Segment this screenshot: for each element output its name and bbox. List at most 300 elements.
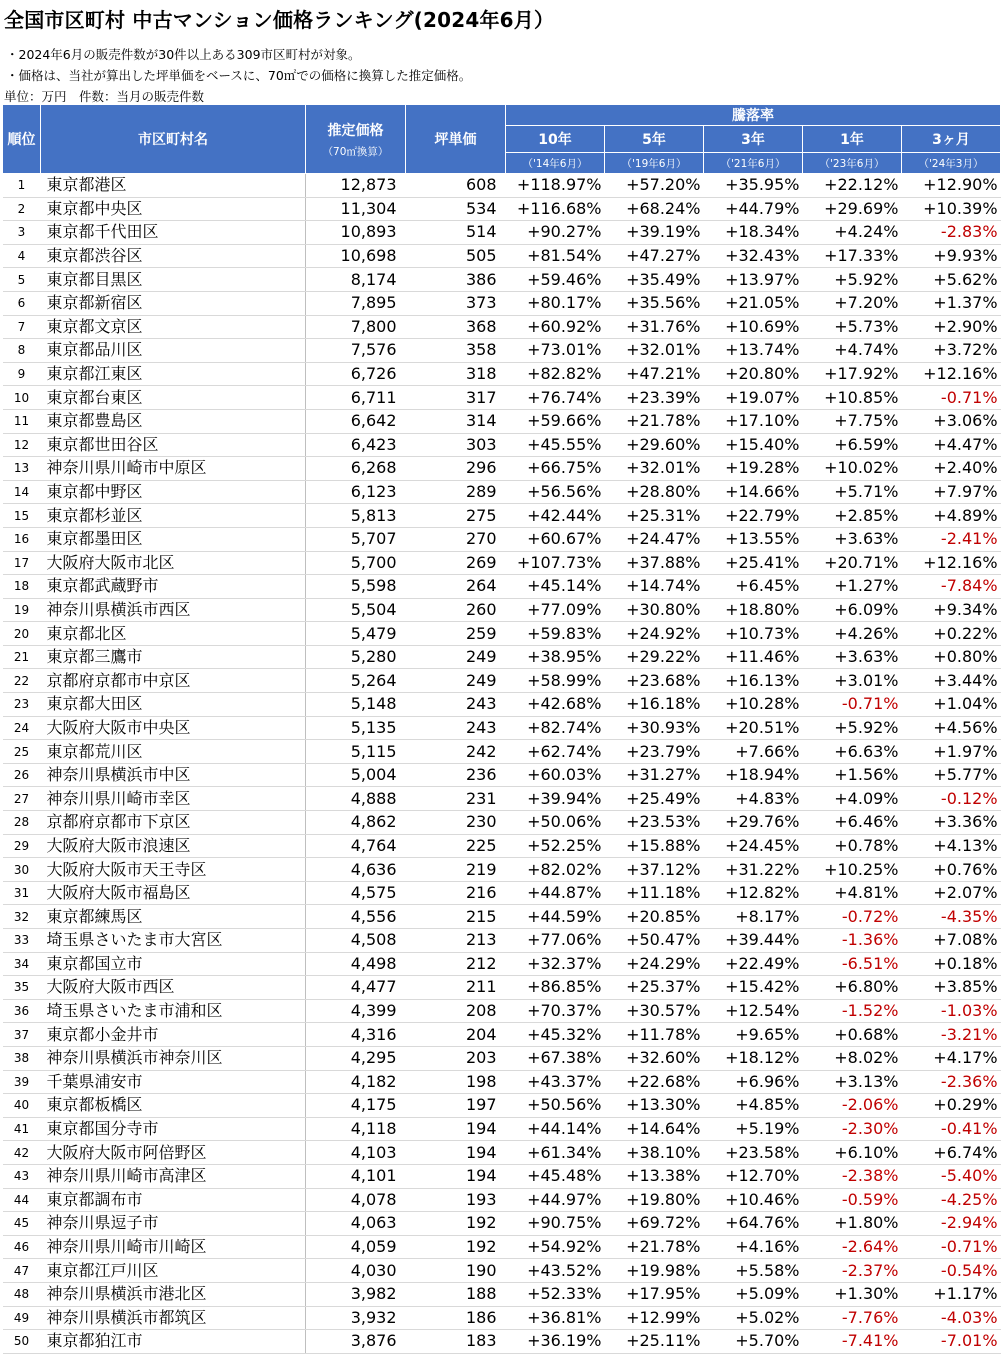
- row-price: 5,280: [306, 645, 406, 669]
- row-change-10y: +80.17%: [506, 291, 605, 315]
- row-change-10y: +77.09%: [506, 598, 605, 622]
- table-row: [3, 339, 1001, 363]
- row-tsubo: 296: [406, 457, 506, 481]
- note-price-method: ・価格は、当社が算出した坪単価をベースに、70㎡での価格に換算した推定価格。: [6, 68, 472, 83]
- row-change-5y: +13.30%: [605, 1094, 704, 1118]
- row-name: 東京都渋谷区: [41, 244, 306, 268]
- row-change-1y: +6.80%: [803, 976, 902, 1000]
- row-change-5y: +23.39%: [605, 386, 704, 410]
- table-row: [3, 197, 1001, 221]
- row-name: 東京都新宿区: [41, 291, 306, 315]
- table-row: [3, 787, 1001, 811]
- row-tsubo: 208: [406, 999, 506, 1023]
- row-rank: 49: [3, 1306, 41, 1330]
- row-change-3y: +5.70%: [704, 1330, 803, 1354]
- row-change-10y: +50.56%: [506, 1094, 605, 1118]
- row-change-5y: +37.88%: [605, 551, 704, 575]
- row-name: 大阪府大阪市浪速区: [41, 834, 306, 858]
- row-change-3y: +17.10%: [704, 409, 803, 433]
- row-change-1y: +5.71%: [803, 480, 902, 504]
- row-change-3m: +2.90%: [902, 315, 1001, 339]
- row-change-3m: -4.03%: [902, 1306, 1001, 1330]
- row-rank: 40: [3, 1094, 41, 1118]
- row-tsubo: 194: [406, 1141, 506, 1165]
- row-name: 東京都豊島区: [41, 409, 306, 433]
- row-price: 4,118: [306, 1117, 406, 1141]
- table-body: [3, 174, 1001, 1354]
- row-change-3m: +4.13%: [902, 834, 1001, 858]
- table-row: [3, 952, 1001, 976]
- table-row: [3, 244, 1001, 268]
- row-change-5y: +47.27%: [605, 244, 704, 268]
- row-rank: 31: [3, 881, 41, 905]
- row-change-10y: +44.87%: [506, 881, 605, 905]
- row-name: 大阪府大阪市北区: [41, 551, 306, 575]
- row-price: 5,813: [306, 504, 406, 528]
- row-change-10y: +76.74%: [506, 386, 605, 410]
- row-change-1y: +4.26%: [803, 622, 902, 646]
- header-period-3m: 3ヶ月: [902, 126, 1001, 153]
- row-tsubo: 303: [406, 433, 506, 457]
- row-tsubo: 188: [406, 1282, 506, 1306]
- row-tsubo: 190: [406, 1259, 506, 1283]
- row-change-10y: +36.19%: [506, 1330, 605, 1354]
- row-rank: 23: [3, 693, 41, 717]
- row-price: 5,479: [306, 622, 406, 646]
- table-row: [3, 362, 1001, 386]
- row-change-3y: +18.94%: [704, 763, 803, 787]
- row-change-3m: +0.18%: [902, 952, 1001, 976]
- row-change-3y: +29.76%: [704, 811, 803, 835]
- row-change-1y: +6.59%: [803, 433, 902, 457]
- row-change-5y: +11.78%: [605, 1023, 704, 1047]
- row-change-5y: +47.21%: [605, 362, 704, 386]
- row-price: 4,030: [306, 1259, 406, 1283]
- row-rank: 36: [3, 999, 41, 1023]
- row-change-10y: +56.56%: [506, 480, 605, 504]
- row-change-3y: +22.79%: [704, 504, 803, 528]
- row-change-1y: -2.30%: [803, 1117, 902, 1141]
- table-row: [3, 976, 1001, 1000]
- row-price: 3,982: [306, 1282, 406, 1306]
- row-change-3m: -5.40%: [902, 1164, 1001, 1188]
- row-tsubo: 260: [406, 598, 506, 622]
- row-change-10y: +45.32%: [506, 1023, 605, 1047]
- table-row: [3, 409, 1001, 433]
- row-tsubo: 243: [406, 716, 506, 740]
- row-change-1y: -0.72%: [803, 905, 902, 929]
- row-change-3y: +10.46%: [704, 1188, 803, 1212]
- row-change-10y: +52.33%: [506, 1282, 605, 1306]
- row-change-3y: +10.73%: [704, 622, 803, 646]
- row-change-3m: -0.54%: [902, 1259, 1001, 1283]
- row-change-3m: +0.80%: [902, 645, 1001, 669]
- table-row: [3, 693, 1001, 717]
- row-change-1y: +4.24%: [803, 221, 902, 245]
- row-change-3m: -0.41%: [902, 1117, 1001, 1141]
- row-name: 大阪府大阪市中央区: [41, 716, 306, 740]
- row-change-1y: +3.63%: [803, 527, 902, 551]
- row-price: 4,764: [306, 834, 406, 858]
- table-row: [3, 1046, 1001, 1070]
- row-price: 4,103: [306, 1141, 406, 1165]
- row-change-3m: +10.39%: [902, 197, 1001, 221]
- table-row: [3, 645, 1001, 669]
- row-price: 4,182: [306, 1070, 406, 1094]
- row-change-1y: +5.92%: [803, 268, 902, 292]
- row-change-10y: +44.14%: [506, 1117, 605, 1141]
- row-change-1y: +6.09%: [803, 598, 902, 622]
- table-row: [3, 457, 1001, 481]
- row-change-3m: -4.25%: [902, 1188, 1001, 1212]
- row-name: 東京都港区: [41, 174, 306, 198]
- row-price: 5,004: [306, 763, 406, 787]
- row-change-10y: +116.68%: [506, 197, 605, 221]
- row-rank: 4: [3, 244, 41, 268]
- table-row: [3, 622, 1001, 646]
- table-row: [3, 386, 1001, 410]
- table-row: [3, 221, 1001, 245]
- row-change-5y: +35.56%: [605, 291, 704, 315]
- note-units: 単位：万円 件数：当月の販売件数: [4, 89, 205, 104]
- row-change-1y: +20.71%: [803, 551, 902, 575]
- row-change-3m: +4.47%: [902, 433, 1001, 457]
- row-tsubo: 269: [406, 551, 506, 575]
- row-price: 6,711: [306, 386, 406, 410]
- row-change-3y: +31.22%: [704, 858, 803, 882]
- row-rank: 27: [3, 787, 41, 811]
- row-change-10y: +45.48%: [506, 1164, 605, 1188]
- row-tsubo: 259: [406, 622, 506, 646]
- row-name: 東京都武蔵野市: [41, 575, 306, 599]
- row-price: 5,707: [306, 527, 406, 551]
- row-change-3m: +9.34%: [902, 598, 1001, 622]
- row-rank: 37: [3, 1023, 41, 1047]
- row-price: 5,700: [306, 551, 406, 575]
- row-change-1y: +22.12%: [803, 174, 902, 198]
- row-change-10y: +90.27%: [506, 221, 605, 245]
- row-rank: 18: [3, 575, 41, 599]
- row-change-5y: +20.85%: [605, 905, 704, 929]
- row-change-1y: +29.69%: [803, 197, 902, 221]
- row-change-1y: +4.74%: [803, 339, 902, 363]
- row-change-1y: +17.33%: [803, 244, 902, 268]
- row-change-5y: +25.37%: [605, 976, 704, 1000]
- row-price: 4,556: [306, 905, 406, 929]
- row-tsubo: 249: [406, 645, 506, 669]
- row-change-3y: +13.55%: [704, 527, 803, 551]
- row-change-3y: +19.07%: [704, 386, 803, 410]
- row-price: 5,135: [306, 716, 406, 740]
- row-name: 東京都三鷹市: [41, 645, 306, 669]
- row-change-3y: +19.28%: [704, 457, 803, 481]
- row-change-1y: +7.20%: [803, 291, 902, 315]
- table-row: [3, 1094, 1001, 1118]
- table-row: [3, 905, 1001, 929]
- row-change-3m: +9.93%: [902, 244, 1001, 268]
- row-price: 7,576: [306, 339, 406, 363]
- row-change-10y: +77.06%: [506, 929, 605, 953]
- row-change-5y: +19.80%: [605, 1188, 704, 1212]
- row-tsubo: 211: [406, 976, 506, 1000]
- row-change-1y: -0.71%: [803, 693, 902, 717]
- row-name: 東京都中野区: [41, 480, 306, 504]
- row-price: 5,598: [306, 575, 406, 599]
- row-change-3y: +21.05%: [704, 291, 803, 315]
- row-change-5y: +19.98%: [605, 1259, 704, 1283]
- row-name: 神奈川県逗子市: [41, 1212, 306, 1236]
- row-change-10y: +52.25%: [506, 834, 605, 858]
- table-row: [3, 174, 1001, 198]
- row-price: 4,078: [306, 1188, 406, 1212]
- row-name: 京都府京都市下京区: [41, 811, 306, 835]
- row-name: 東京都杉並区: [41, 504, 306, 528]
- row-change-10y: +43.52%: [506, 1259, 605, 1283]
- row-change-1y: +4.81%: [803, 881, 902, 905]
- row-price: 4,101: [306, 1164, 406, 1188]
- row-change-3y: +44.79%: [704, 197, 803, 221]
- row-change-10y: +82.02%: [506, 858, 605, 882]
- row-tsubo: 215: [406, 905, 506, 929]
- table-row: [3, 1235, 1001, 1259]
- row-change-10y: +50.06%: [506, 811, 605, 835]
- row-change-5y: +39.19%: [605, 221, 704, 245]
- ranking-table: [2, 104, 1001, 1354]
- row-change-3y: +9.65%: [704, 1023, 803, 1047]
- row-rank: 45: [3, 1212, 41, 1236]
- row-name: 東京都調布市: [41, 1188, 306, 1212]
- row-name: 埼玉県さいたま市大宮区: [41, 929, 306, 953]
- row-change-5y: +50.47%: [605, 929, 704, 953]
- row-price: 3,876: [306, 1330, 406, 1354]
- row-tsubo: 243: [406, 693, 506, 717]
- header-period-10y-date: （'14年6月）: [506, 153, 605, 174]
- row-name: 大阪府大阪市福島区: [41, 881, 306, 905]
- row-change-5y: +30.80%: [605, 598, 704, 622]
- row-change-10y: +32.37%: [506, 952, 605, 976]
- table-row: [3, 1330, 1001, 1354]
- row-change-5y: +17.95%: [605, 1282, 704, 1306]
- row-change-10y: +45.55%: [506, 433, 605, 457]
- page-title: 全国市区町村 中古マンション価格ランキング(2024年6月）: [4, 8, 555, 32]
- row-change-5y: +38.10%: [605, 1141, 704, 1165]
- row-change-5y: +15.88%: [605, 834, 704, 858]
- row-change-5y: +14.74%: [605, 575, 704, 599]
- row-change-1y: +8.02%: [803, 1046, 902, 1070]
- row-name: 大阪府大阪市西区: [41, 976, 306, 1000]
- table-row: [3, 763, 1001, 787]
- row-change-10y: +45.14%: [506, 575, 605, 599]
- row-change-3y: +11.46%: [704, 645, 803, 669]
- row-change-3m: +1.04%: [902, 693, 1001, 717]
- table-row: [3, 527, 1001, 551]
- table-row: [3, 433, 1001, 457]
- row-name: 東京都墨田区: [41, 527, 306, 551]
- row-rank: 46: [3, 1235, 41, 1259]
- row-change-5y: +69.72%: [605, 1212, 704, 1236]
- header-price: [306, 105, 406, 174]
- table-row: [3, 480, 1001, 504]
- row-name: 東京都江東区: [41, 362, 306, 386]
- table-row: [3, 740, 1001, 764]
- row-change-1y: +1.30%: [803, 1282, 902, 1306]
- row-price: 4,498: [306, 952, 406, 976]
- row-change-5y: +25.31%: [605, 504, 704, 528]
- row-change-5y: +29.22%: [605, 645, 704, 669]
- row-change-3m: +4.56%: [902, 716, 1001, 740]
- table-row: [3, 716, 1001, 740]
- row-name: 神奈川県川崎市高津区: [41, 1164, 306, 1188]
- row-change-3m: +12.16%: [902, 551, 1001, 575]
- table-row: [3, 598, 1001, 622]
- row-change-10y: +61.34%: [506, 1141, 605, 1165]
- row-change-1y: +5.92%: [803, 716, 902, 740]
- row-tsubo: 212: [406, 952, 506, 976]
- row-price: 5,148: [306, 693, 406, 717]
- row-change-5y: +31.27%: [605, 763, 704, 787]
- row-change-5y: +23.53%: [605, 811, 704, 835]
- table-row: [3, 1070, 1001, 1094]
- row-name: 埼玉県さいたま市浦和区: [41, 999, 306, 1023]
- header-period-3m-date: （'24年3月）: [902, 153, 1001, 174]
- row-change-5y: +24.47%: [605, 527, 704, 551]
- row-name: 神奈川県横浜市都筑区: [41, 1306, 306, 1330]
- row-change-5y: +32.01%: [605, 339, 704, 363]
- header-rate: 騰落率: [506, 105, 1001, 126]
- header-period-3y-date: （'21年6月）: [704, 153, 803, 174]
- row-change-3m: +1.17%: [902, 1282, 1001, 1306]
- row-tsubo: 219: [406, 858, 506, 882]
- row-change-1y: -1.36%: [803, 929, 902, 953]
- row-change-3m: +12.90%: [902, 174, 1001, 198]
- row-change-1y: -2.06%: [803, 1094, 902, 1118]
- row-rank: 8: [3, 339, 41, 363]
- row-change-1y: +5.73%: [803, 315, 902, 339]
- row-change-5y: +11.18%: [605, 881, 704, 905]
- row-tsubo: 386: [406, 268, 506, 292]
- row-rank: 50: [3, 1330, 41, 1354]
- row-name: 東京都中央区: [41, 197, 306, 221]
- row-rank: 48: [3, 1282, 41, 1306]
- table-row: [3, 1164, 1001, 1188]
- row-change-1y: -7.41%: [803, 1330, 902, 1354]
- row-change-1y: -1.52%: [803, 999, 902, 1023]
- row-change-1y: +0.78%: [803, 834, 902, 858]
- row-change-1y: -2.38%: [803, 1164, 902, 1188]
- row-change-10y: +58.99%: [506, 669, 605, 693]
- row-change-5y: +68.24%: [605, 197, 704, 221]
- row-name: 東京都荒川区: [41, 740, 306, 764]
- row-change-3m: +3.36%: [902, 811, 1001, 835]
- row-rank: 11: [3, 409, 41, 433]
- row-tsubo: 192: [406, 1235, 506, 1259]
- row-rank: 2: [3, 197, 41, 221]
- table-row: [3, 1306, 1001, 1330]
- row-rank: 15: [3, 504, 41, 528]
- row-name: 東京都文京区: [41, 315, 306, 339]
- row-change-10y: +82.82%: [506, 362, 605, 386]
- row-change-3m: +2.40%: [902, 457, 1001, 481]
- row-name: 東京都大田区: [41, 693, 306, 717]
- row-change-3m: +4.17%: [902, 1046, 1001, 1070]
- header-price-label: 推定価格: [327, 122, 384, 139]
- row-change-3y: +35.95%: [704, 174, 803, 198]
- row-change-3y: +16.13%: [704, 669, 803, 693]
- row-tsubo: 231: [406, 787, 506, 811]
- row-change-10y: +107.73%: [506, 551, 605, 575]
- row-tsubo: 203: [406, 1046, 506, 1070]
- row-tsubo: 275: [406, 504, 506, 528]
- row-change-3y: +4.85%: [704, 1094, 803, 1118]
- row-price: 10,698: [306, 244, 406, 268]
- row-change-3y: +32.43%: [704, 244, 803, 268]
- row-change-3m: -2.83%: [902, 221, 1001, 245]
- row-change-3y: +12.54%: [704, 999, 803, 1023]
- table-row: [3, 1141, 1001, 1165]
- row-change-10y: +44.97%: [506, 1188, 605, 1212]
- row-change-3m: -0.71%: [902, 386, 1001, 410]
- row-change-3m: -2.41%: [902, 527, 1001, 551]
- row-name: 東京都国立市: [41, 952, 306, 976]
- row-change-5y: +29.60%: [605, 433, 704, 457]
- row-tsubo: 514: [406, 221, 506, 245]
- row-rank: 44: [3, 1188, 41, 1212]
- row-change-1y: +6.46%: [803, 811, 902, 835]
- row-rank: 38: [3, 1046, 41, 1070]
- table-row: [3, 291, 1001, 315]
- row-change-1y: -7.76%: [803, 1306, 902, 1330]
- row-change-3y: +5.02%: [704, 1306, 803, 1330]
- header-period-10y: 10年: [506, 126, 605, 153]
- row-name: 東京都国分寺市: [41, 1117, 306, 1141]
- row-change-3y: +25.41%: [704, 551, 803, 575]
- row-change-3m: +5.62%: [902, 268, 1001, 292]
- row-change-5y: +28.80%: [605, 480, 704, 504]
- row-change-1y: +7.75%: [803, 409, 902, 433]
- row-change-3m: -7.84%: [902, 575, 1001, 599]
- row-change-3y: +18.80%: [704, 598, 803, 622]
- row-rank: 30: [3, 858, 41, 882]
- row-change-10y: +54.92%: [506, 1235, 605, 1259]
- row-change-3y: +18.12%: [704, 1046, 803, 1070]
- row-rank: 22: [3, 669, 41, 693]
- row-tsubo: 193: [406, 1188, 506, 1212]
- row-price: 4,575: [306, 881, 406, 905]
- row-change-10y: +44.59%: [506, 905, 605, 929]
- row-change-3m: -1.03%: [902, 999, 1001, 1023]
- row-change-3y: +13.74%: [704, 339, 803, 363]
- row-change-3m: +1.37%: [902, 291, 1001, 315]
- row-change-3y: +13.97%: [704, 268, 803, 292]
- row-rank: 9: [3, 362, 41, 386]
- row-name: 神奈川県川崎市中原区: [41, 457, 306, 481]
- row-price: 4,063: [306, 1212, 406, 1236]
- row-change-3y: +64.76%: [704, 1212, 803, 1236]
- row-name: 東京都板橋区: [41, 1094, 306, 1118]
- row-change-3y: +12.70%: [704, 1164, 803, 1188]
- row-change-1y: +1.56%: [803, 763, 902, 787]
- row-name: 東京都狛江市: [41, 1330, 306, 1354]
- table-row: [3, 669, 1001, 693]
- row-change-3y: +20.80%: [704, 362, 803, 386]
- row-change-10y: +81.54%: [506, 244, 605, 268]
- row-change-3y: +10.28%: [704, 693, 803, 717]
- table-row: [3, 575, 1001, 599]
- row-change-5y: +14.64%: [605, 1117, 704, 1141]
- row-name: 神奈川県横浜市神奈川区: [41, 1046, 306, 1070]
- row-change-1y: -0.59%: [803, 1188, 902, 1212]
- row-change-1y: +2.85%: [803, 504, 902, 528]
